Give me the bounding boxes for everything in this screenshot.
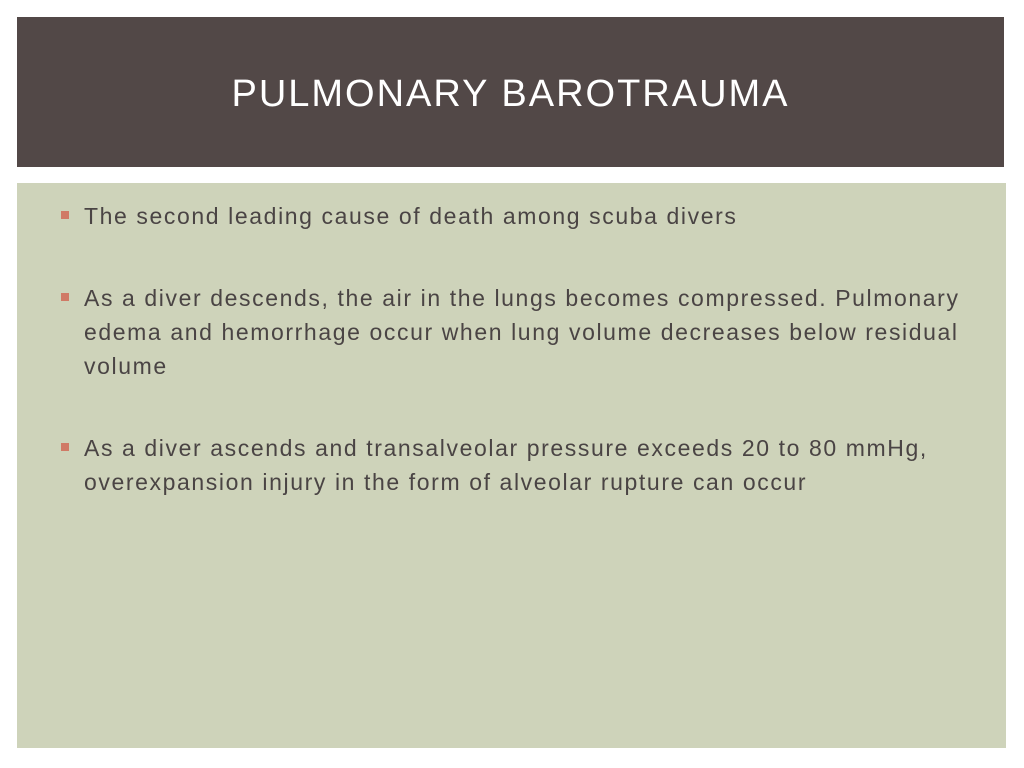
- bullet-text: As a diver descends, the air in the lungs becomes compressed. Pulmonary edema and hemorrhage occur when lung volume decreases below residual volume: [84, 285, 960, 379]
- bullet-item: [61, 199, 981, 233]
- square-bullet-icon: [61, 293, 69, 301]
- content-panel: [17, 183, 1006, 748]
- bullet-text: As a diver ascends and transalveolar pressure exceeds 20 to 80 mmHg, overexpansion injury in the form of alveolar rupture can occur: [84, 435, 928, 495]
- square-bullet-icon: [61, 443, 69, 451]
- bullet-list: [61, 199, 981, 547]
- title-band: [17, 17, 1004, 167]
- bullet-item: [61, 281, 981, 383]
- slide-title: PULMONARY BAROTRAUMA: [231, 72, 790, 115]
- bullet-item: [61, 431, 981, 499]
- square-bullet-icon: [61, 211, 69, 219]
- bullet-text: The second leading cause of death among scuba divers: [84, 203, 738, 229]
